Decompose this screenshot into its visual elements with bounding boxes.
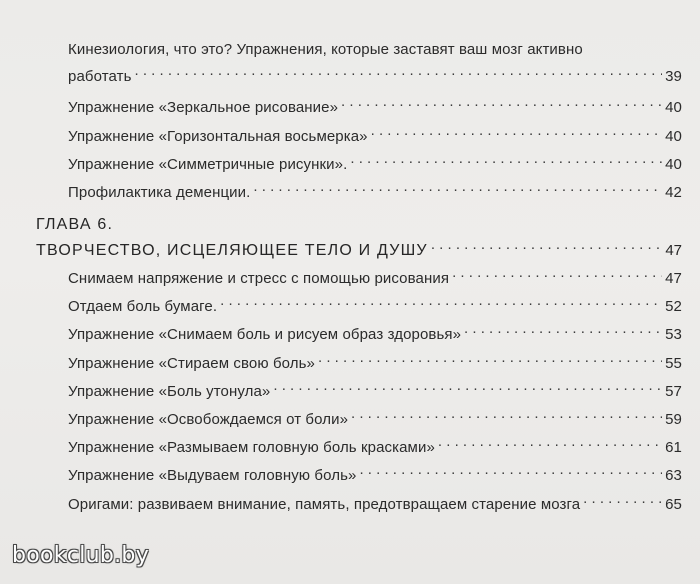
toc-entry-page: 61 — [665, 439, 682, 456]
toc-entry-page: 63 — [665, 467, 682, 484]
dot-leader — [253, 176, 662, 197]
dot-leader — [318, 347, 662, 368]
toc-entry — [68, 459, 682, 486]
toc-entry-title: Упражнение «Стираем свою боль» — [68, 355, 315, 372]
toc-entry — [68, 39, 682, 87]
toc-entry-page: 55 — [665, 355, 682, 372]
dot-leader — [359, 459, 662, 480]
toc-entry-page: 47 — [665, 270, 682, 287]
dot-leader — [438, 431, 662, 452]
toc-entry-title: Упражнение «Выдуваем головную боль» — [68, 467, 357, 484]
toc-entry-page: 39 — [665, 68, 682, 85]
toc-entry — [68, 403, 682, 430]
dot-leader — [220, 290, 662, 311]
toc-entry-page: 40 — [665, 156, 682, 173]
dot-leader — [350, 148, 662, 169]
toc-entry-page: 52 — [665, 298, 682, 315]
toc-entry-title: Упражнение «Освобождаемся от боли» — [68, 411, 349, 428]
toc-entry-page: 53 — [665, 326, 682, 343]
toc-entry — [68, 375, 682, 402]
site-watermark: bookclub.by — [12, 543, 150, 568]
chapter-heading — [36, 215, 682, 261]
toc-entry-page: 40 — [665, 128, 682, 145]
dot-leader — [273, 375, 662, 396]
toc-entry — [68, 318, 682, 345]
toc-entry-page: 65 — [665, 496, 682, 513]
toc-entry-title: Кинезиология, что это? Упражнения, которые заставят ваш мозг активно — [68, 41, 583, 58]
dot-leader — [583, 488, 662, 509]
dot-leader — [135, 60, 663, 81]
toc-entry-title: Оригами: развиваем внимание, память, предотвращаем старение мозга — [68, 496, 581, 513]
toc-entry — [68, 120, 682, 147]
toc-entry-title: Упражнение «Размываем головную боль красками» — [68, 439, 435, 456]
dot-leader — [351, 403, 662, 424]
chapter-page: 47 — [665, 242, 682, 259]
toc-entry — [68, 91, 682, 118]
toc-entry — [68, 148, 682, 175]
chapter-label: ГЛАВА 6. — [36, 216, 114, 233]
toc-entry — [68, 262, 682, 289]
toc-entry-title: Упражнение «Горизонтальная восьмерка» — [68, 128, 368, 145]
toc-entry-title: Снимаем напряжение и стресс с помощью рисования — [68, 270, 450, 287]
dot-leader — [464, 318, 662, 339]
toc-entry-page: 42 — [665, 184, 682, 201]
dot-leader — [371, 120, 662, 141]
dot-leader — [431, 235, 663, 255]
toc-entry-title: Отдаем боль бумаге. — [68, 298, 218, 315]
toc-entry-title: Профилактика деменции. — [68, 184, 251, 201]
toc-entry-title: Упражнение «Снимаем боль и рисуем образ здоровья» — [68, 326, 462, 343]
toc-entry — [68, 347, 682, 374]
toc-entry-title: Упражнение «Боль утонула» — [68, 383, 271, 400]
chapter-title: ТВОРЧЕСТВО, ИСЦЕЛЯЮЩЕЕ ТЕЛО И ДУШУ — [36, 242, 428, 259]
dot-leader — [452, 262, 662, 283]
toc-entry — [68, 488, 682, 515]
toc-entry — [68, 176, 682, 203]
toc-entry-page: 40 — [665, 99, 682, 116]
toc-entry — [68, 431, 682, 458]
toc-entry-title: Упражнение «Зеркальное рисование» — [68, 99, 339, 116]
toc-entry — [68, 290, 682, 317]
toc-entry-title: Упражнение «Симметричные рисунки». — [68, 156, 348, 173]
toc-entry-page: 59 — [665, 411, 682, 428]
toc-entry-title-continued: работать — [68, 68, 132, 85]
dot-leader — [341, 91, 662, 112]
toc-entry-page: 57 — [665, 383, 682, 400]
